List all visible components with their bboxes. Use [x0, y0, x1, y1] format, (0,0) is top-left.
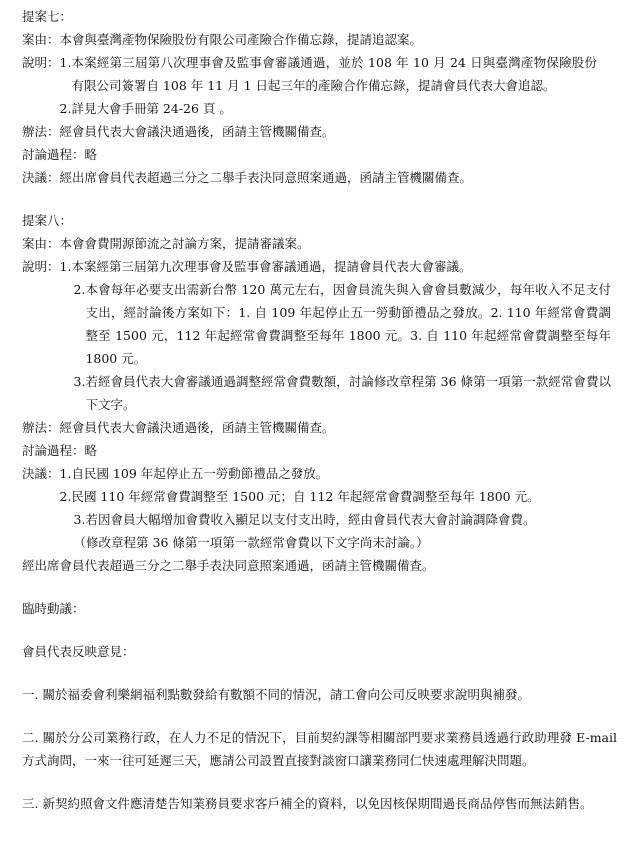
motion8-method-label: 辦法： — [22, 420, 60, 435]
motion8-discussion — [22, 439, 617, 462]
motion8-method — [22, 416, 617, 439]
feedback-title: 會員代表反映意見： — [22, 644, 135, 659]
motion8-item-1 — [60, 255, 617, 278]
motion8-explanation — [22, 255, 617, 416]
document-page — [22, 5, 617, 815]
motion8-resolution-3 — [60, 508, 617, 531]
motion8-cause-text: 本會會費開源節流之討論方案，提請審議案。 — [59, 236, 310, 251]
motion7-discussion-label: 討論過程： — [22, 147, 85, 162]
motion7-item-2 — [60, 97, 617, 120]
motion8-resolution-label: 決議： — [22, 466, 60, 481]
motion8-resolution-final: 經出席會員代表超過三分之二舉手表決同意照案通過，函請主管機關備查。 — [22, 558, 435, 573]
motion8-cause — [22, 232, 617, 255]
motion7-item-2-text: 詳見大會手冊第 24-26 頁 。 — [71, 101, 232, 116]
motion7-resolution — [22, 166, 617, 189]
motion8-discussion-label: 討論過程： — [22, 443, 85, 458]
motion7-method-text: 經會員代表大會議決通過後，函請主管機關備查。 — [59, 124, 335, 139]
motion7-resolution-text: 經出席會員代表超過三分之二舉手表決同意照案通過，函請主管機關備查。 — [59, 170, 473, 185]
motion8-item-3-num: 3. — [73, 374, 86, 389]
motion8-resolution-1-num: 1. — [59, 466, 72, 481]
motion7-cause — [22, 28, 617, 51]
extempore-title: 臨時動議： — [22, 601, 85, 616]
motion8-item-2 — [60, 278, 617, 370]
motion8-resolution-1 — [60, 462, 617, 485]
motion7-discussion — [22, 143, 617, 166]
feedback-point-1: 一. 關於福委會利樂網福利點數發給有數額不同的情況，請工會向公司反映要求說明與補發。 — [22, 687, 530, 702]
motion8-resolution-3-text: 若因會員大幅增加會費收入顯足以支付支出時，經由會員代表大會討論調降會費。 — [85, 512, 536, 527]
motion8-resolution-2 — [60, 485, 617, 508]
motion8-explain-label: 說明： — [22, 259, 60, 274]
motion8-item-1-num: 1. — [59, 259, 72, 274]
motion8-item-2-text: 本會每年必要支出需新台幣 120 萬元左右，因會員流失與入會會員數減少，每年收入不足支付支出，經討論後方案如下：1. 自 109 年起停止五一勞動節禮品之發放。2. 110 年經常會費調整至 1500 元，112 年起經常會費調整至每年 1800 元。3. 自 110 年起經常會費調整至每年 1800 元。 — [85, 282, 611, 366]
motion8-item-1-text: 本案經第三屆第九次理事會及監事會審議通過，提請會員代表大會審議。 — [71, 259, 472, 274]
motion7-cause-label: 案由： — [22, 32, 60, 47]
motion8-title: 提案八： — [22, 213, 73, 228]
motion7-discussion-text: 略 — [84, 147, 98, 162]
motion7-cause-text: 本會與臺灣產物保險股份有限公司產險合作備忘錄，提請追認案。 — [59, 32, 423, 47]
motion7-method — [22, 120, 617, 143]
motion8-item-3 — [60, 370, 617, 416]
motion7-item-1-num: 1. — [59, 55, 72, 70]
motion8-resolution — [22, 462, 617, 554]
motion7-item-2-num: 2. — [59, 101, 72, 116]
motion7-item-1 — [60, 51, 617, 97]
feedback-point-3: 三. 新契約照會文件應清楚告知業務員要求客戶補全的資料，以免因核保期間過長商品停售而無法銷售。 — [22, 796, 593, 811]
motion8-item-2-num: 2. — [73, 282, 86, 297]
motion8-cause-label: 案由： — [22, 236, 60, 251]
motion7-item-1-text: 本案經第三屆第八次理事會及監事會審議通過，並於 108 年 10 月 24 日與臺灣產物保險股份有限公司簽署自 108 年 11 月 1 日起三年的產險合作備忘錄，提請會員代表大會追認。 — [71, 55, 597, 93]
feedback-point-2: 二. 關於分公司業務行政，在人力不足的情況下，目前契約課等相關部門要求業務員透過行政助理發 E-mail 方式詢問，一來一往可延遲三天，應請公司設置直接對談窗口讓業務同仁快速處理解決問題。 — [22, 730, 617, 768]
motion8-item-3-text: 若經會員代表大會審議通過調整經常會費數額，討論修改章程第 36 條第一項第一款經常會費以下文字。 — [85, 374, 611, 412]
motion7-explanation — [22, 51, 617, 120]
motion8-resolution-3-num: 3. — [73, 512, 86, 527]
motion8-resolution-2-num: 2. — [59, 489, 72, 504]
motion7-method-label: 辦法： — [22, 124, 60, 139]
motion7-explain-label: 說明： — [22, 55, 60, 70]
motion8-discussion-text: 略 — [84, 443, 98, 458]
motion8-resolution-1-text: 自民國 109 年起停止五一勞動節禮品之發放。 — [71, 466, 329, 481]
motion7-resolution-label: 決議： — [22, 170, 60, 185]
motion8-resolution-note: （修改章程第 36 條第一項第一款經常會費以下文字尚未討論。） — [73, 535, 429, 550]
motion7-title: 提案七： — [22, 9, 73, 24]
motion8-resolution-2-text: 民國 110 年經常會費調整至 1500 元；自 112 年起經常會費調整至每年 1800 元。 — [71, 489, 540, 504]
motion8-method-text: 經會員代表大會議決通過後，函請主管機關備查。 — [59, 420, 335, 435]
